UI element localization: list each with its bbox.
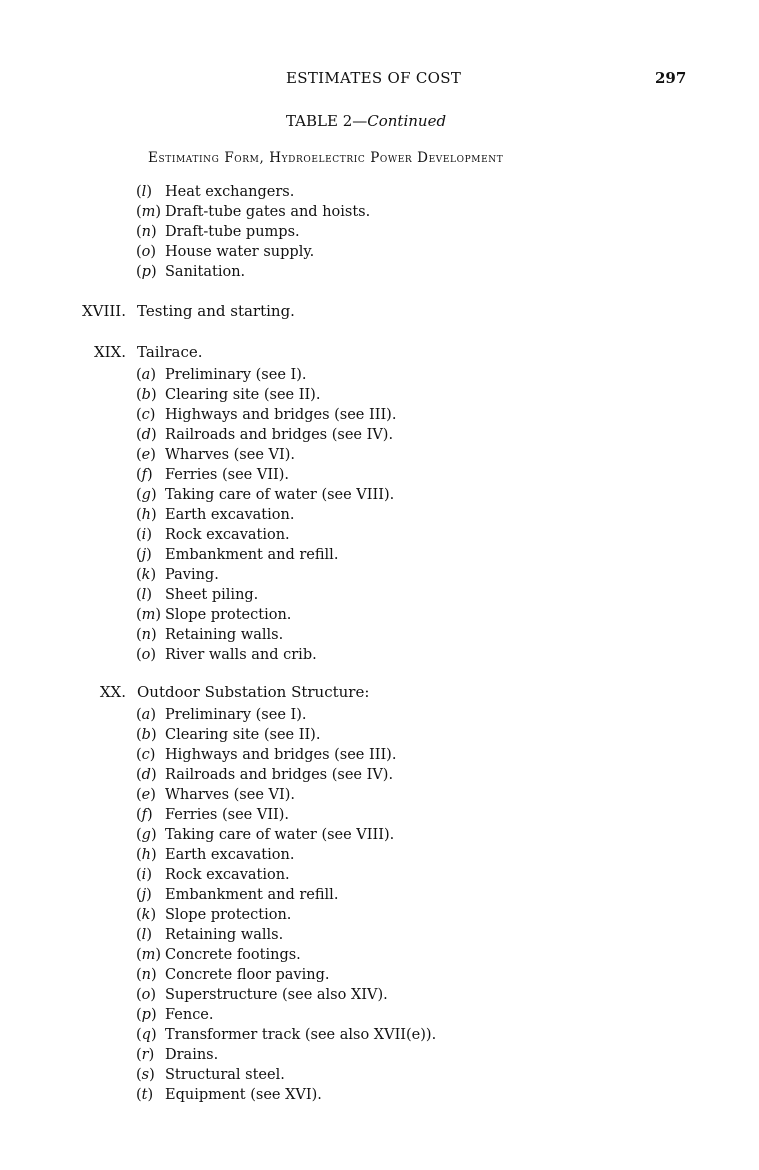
item-letter: (n) bbox=[136, 627, 157, 643]
item-letter: (r) bbox=[136, 1047, 155, 1063]
item-letter: (k) bbox=[136, 907, 157, 923]
item-letter-char: t bbox=[141, 1087, 148, 1103]
item-letter: (k) bbox=[136, 567, 157, 583]
item-text: Embankment and refill. bbox=[165, 547, 339, 563]
item-text: Superstructure (see also XIV). bbox=[165, 987, 388, 1003]
item-text: Transformer track (see also XVII(e)). bbox=[165, 1027, 437, 1043]
item-text: Concrete floor paving. bbox=[165, 967, 330, 983]
item-text: Railroads and bridges (see IV). bbox=[165, 767, 394, 783]
item-letter-char: q bbox=[141, 1027, 151, 1043]
section-xviii-numeral: XVIII. bbox=[81, 302, 126, 320]
list-item bbox=[136, 785, 436, 805]
list-item bbox=[136, 1085, 436, 1105]
item-letter-char: g bbox=[141, 827, 151, 843]
section-xix-title: Tailrace. bbox=[137, 343, 203, 361]
item-letter-char: p bbox=[141, 264, 151, 280]
item-letter: (o) bbox=[136, 987, 157, 1003]
item-letter-char: a bbox=[141, 707, 151, 723]
item-letter-char: e bbox=[141, 447, 151, 463]
item-text: Earth excavation. bbox=[165, 507, 295, 523]
item-letter-char: r bbox=[141, 1047, 149, 1063]
table-subtitle: Estimating Form, Hydroelectric Power Development bbox=[148, 150, 504, 166]
item-letter: (h) bbox=[136, 847, 157, 863]
item-letter: (l) bbox=[136, 927, 152, 943]
list-item bbox=[136, 985, 436, 1005]
list-item bbox=[136, 1045, 436, 1065]
item-letter-char: b bbox=[141, 387, 151, 403]
item-letter: (o) bbox=[136, 244, 157, 260]
item-text: Preliminary (see I). bbox=[165, 707, 307, 723]
item-letter-char: j bbox=[141, 887, 147, 903]
item-letter-char: b bbox=[141, 727, 151, 743]
item-text: Sanitation. bbox=[165, 264, 246, 280]
list-item bbox=[136, 645, 396, 665]
item-text: Slope protection. bbox=[165, 607, 292, 623]
item-text: Rock excavation. bbox=[165, 867, 290, 883]
item-text: Taking care of water (see VIII). bbox=[165, 827, 395, 843]
item-letter: (l) bbox=[136, 587, 152, 603]
item-letter: (c) bbox=[136, 407, 156, 423]
list-item bbox=[136, 445, 396, 465]
item-letter-char: o bbox=[141, 244, 151, 260]
item-letter: (b) bbox=[136, 727, 157, 743]
item-letter: (a) bbox=[136, 707, 156, 723]
item-letter-char: s bbox=[141, 1067, 150, 1083]
item-text: Structural steel. bbox=[165, 1067, 285, 1083]
list-item bbox=[136, 405, 396, 425]
list-item bbox=[136, 365, 396, 385]
page-number: 297 bbox=[655, 69, 687, 87]
list-item bbox=[136, 765, 436, 785]
item-letter: (b) bbox=[136, 387, 157, 403]
section-xx-item-list bbox=[136, 705, 436, 1105]
item-letter-char: j bbox=[141, 547, 147, 563]
item-letter-char: i bbox=[141, 527, 147, 543]
item-text: Concrete footings. bbox=[165, 947, 301, 963]
item-letter-char: l bbox=[141, 587, 147, 603]
item-text: House water supply. bbox=[165, 244, 315, 260]
item-letter-char: h bbox=[141, 507, 152, 523]
item-text: Highways and bridges (see III). bbox=[165, 407, 397, 423]
item-text: Draft-tube gates and hoists. bbox=[165, 204, 371, 220]
list-item bbox=[136, 222, 370, 242]
item-text: Retaining walls. bbox=[165, 927, 284, 943]
item-letter-char: f bbox=[141, 467, 148, 483]
list-item bbox=[136, 262, 370, 282]
item-letter-char: e bbox=[141, 787, 151, 803]
section-xix-numeral: XIX. bbox=[93, 343, 126, 361]
table-caption-prefix: TABLE 2— bbox=[286, 112, 368, 130]
item-text: Wharves (see VI). bbox=[165, 447, 295, 463]
item-letter-char: k bbox=[141, 907, 151, 923]
item-letter: (i) bbox=[136, 527, 152, 543]
item-text: Clearing site (see II). bbox=[165, 387, 321, 403]
item-letter-char: d bbox=[141, 427, 151, 443]
item-letter: (d) bbox=[136, 427, 157, 443]
list-item bbox=[136, 885, 436, 905]
list-item bbox=[136, 625, 396, 645]
item-letter-char: l bbox=[141, 927, 147, 943]
section-xx-numeral: XX. bbox=[99, 683, 126, 701]
section-xix-item-list bbox=[136, 365, 396, 665]
item-text: Sheet piling. bbox=[165, 587, 259, 603]
item-letter: (n) bbox=[136, 967, 157, 983]
item-letter-char: c bbox=[141, 407, 150, 423]
list-item bbox=[136, 1065, 436, 1085]
list-item bbox=[136, 865, 436, 885]
item-letter-char: m bbox=[141, 607, 156, 623]
item-letter-char: i bbox=[141, 867, 147, 883]
item-letter: (g) bbox=[136, 487, 157, 503]
item-letter: (a) bbox=[136, 367, 156, 383]
item-letter: (c) bbox=[136, 747, 156, 763]
list-item bbox=[136, 965, 436, 985]
list-item bbox=[136, 805, 436, 825]
item-letter-char: g bbox=[141, 487, 151, 503]
item-text: Railroads and bridges (see IV). bbox=[165, 427, 394, 443]
item-letter-char: k bbox=[141, 567, 151, 583]
list-item bbox=[136, 465, 396, 485]
list-item bbox=[136, 182, 370, 202]
list-item bbox=[136, 385, 396, 405]
item-text: Embankment and refill. bbox=[165, 887, 339, 903]
list-item bbox=[136, 1025, 436, 1045]
section-xviii-title: Testing and starting. bbox=[137, 302, 295, 320]
item-letter: (e) bbox=[136, 787, 156, 803]
item-letter-char: o bbox=[141, 647, 151, 663]
list-item bbox=[136, 945, 436, 965]
item-letter: (t) bbox=[136, 1087, 154, 1103]
list-item bbox=[136, 565, 396, 585]
item-letter: (g) bbox=[136, 827, 157, 843]
item-letter: (h) bbox=[136, 507, 157, 523]
item-letter-char: n bbox=[141, 967, 152, 983]
item-letter-char: m bbox=[141, 947, 156, 963]
item-text: Wharves (see VI). bbox=[165, 787, 295, 803]
list-item bbox=[136, 585, 396, 605]
item-text: Slope protection. bbox=[165, 907, 292, 923]
list-item bbox=[136, 1005, 436, 1025]
continued-item-list bbox=[136, 182, 370, 282]
item-letter-char: p bbox=[141, 1007, 151, 1023]
list-item bbox=[136, 905, 436, 925]
item-letter-char: c bbox=[141, 747, 150, 763]
item-letter-char: a bbox=[141, 367, 151, 383]
item-letter-char: f bbox=[141, 807, 148, 823]
item-letter-char: o bbox=[141, 987, 151, 1003]
item-text: Rock excavation. bbox=[165, 527, 290, 543]
list-item bbox=[136, 925, 436, 945]
item-text: Fence. bbox=[165, 1007, 214, 1023]
item-text: Highways and bridges (see III). bbox=[165, 747, 397, 763]
item-letter: (q) bbox=[136, 1027, 157, 1043]
item-letter: (e) bbox=[136, 447, 156, 463]
table-caption-continued: Continued bbox=[367, 112, 447, 130]
item-letter-char: n bbox=[141, 224, 152, 240]
list-item bbox=[136, 825, 436, 845]
item-text: Clearing site (see II). bbox=[165, 727, 321, 743]
item-text: Drains. bbox=[165, 1047, 219, 1063]
running-title: ESTIMATES OF COST bbox=[286, 69, 462, 87]
list-item bbox=[136, 242, 370, 262]
list-item bbox=[136, 725, 436, 745]
list-item bbox=[136, 545, 396, 565]
item-text: Draft-tube pumps. bbox=[165, 224, 300, 240]
item-text: Ferries (see VII). bbox=[165, 807, 290, 823]
item-letter-char: h bbox=[141, 847, 152, 863]
item-letter: (s) bbox=[136, 1067, 155, 1083]
item-letter: (p) bbox=[136, 1007, 157, 1023]
list-item bbox=[136, 845, 436, 865]
list-item bbox=[136, 605, 396, 625]
item-letter: (p) bbox=[136, 264, 157, 280]
list-item bbox=[136, 525, 396, 545]
item-letter-char: n bbox=[141, 627, 152, 643]
item-letter: (i) bbox=[136, 867, 152, 883]
item-text: River walls and crib. bbox=[165, 647, 317, 663]
list-item bbox=[136, 485, 396, 505]
item-letter: (l) bbox=[136, 184, 152, 200]
item-letter-char: d bbox=[141, 767, 151, 783]
list-item bbox=[136, 705, 436, 725]
item-letter: (o) bbox=[136, 647, 157, 663]
item-letter-char: m bbox=[141, 204, 156, 220]
table-caption bbox=[286, 112, 446, 130]
list-item bbox=[136, 745, 436, 765]
item-letter: (m) bbox=[136, 947, 162, 963]
list-item bbox=[136, 505, 396, 525]
item-text: Taking care of water (see VIII). bbox=[165, 487, 395, 503]
list-item bbox=[136, 425, 396, 445]
item-text: Ferries (see VII). bbox=[165, 467, 290, 483]
item-text: Earth excavation. bbox=[165, 847, 295, 863]
item-text: Retaining walls. bbox=[165, 627, 284, 643]
item-letter: (m) bbox=[136, 607, 162, 623]
item-letter: (j) bbox=[136, 887, 152, 903]
item-text: Paving. bbox=[165, 567, 219, 583]
section-xx-title: Outdoor Substation Structure: bbox=[137, 683, 370, 701]
item-text: Equipment (see XVI). bbox=[165, 1087, 322, 1103]
item-letter: (j) bbox=[136, 547, 152, 563]
item-letter: (n) bbox=[136, 224, 157, 240]
item-letter: (f) bbox=[136, 467, 153, 483]
item-letter: (d) bbox=[136, 767, 157, 783]
item-text: Heat exchangers. bbox=[165, 184, 295, 200]
item-letter: (m) bbox=[136, 204, 162, 220]
item-letter-char: l bbox=[141, 184, 147, 200]
item-text: Preliminary (see I). bbox=[165, 367, 307, 383]
item-letter: (f) bbox=[136, 807, 153, 823]
list-item bbox=[136, 202, 370, 222]
